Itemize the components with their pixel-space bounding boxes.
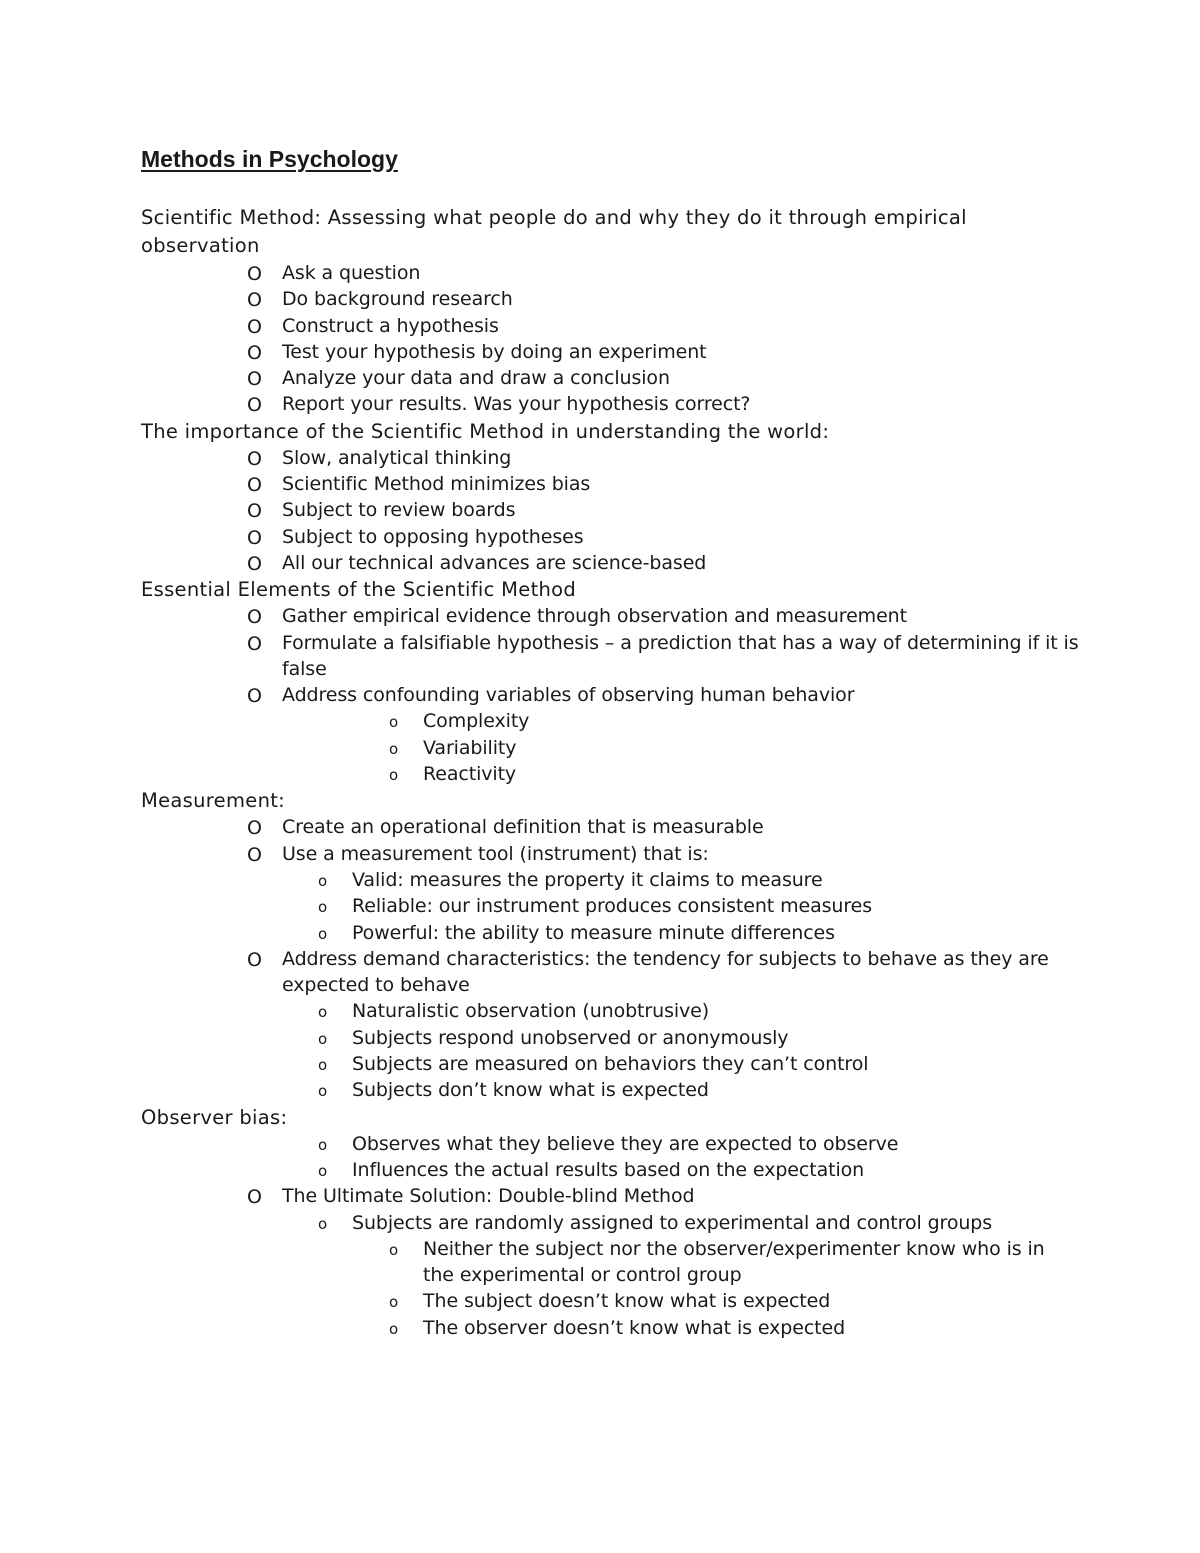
list-item: O Address demand characteristics: the tendency for subjects to behave as they are expected to behave — [247, 947, 1049, 997]
measurement-list-a — [141, 814, 1081, 867]
list-item: O Report your results. Was your hypothesis correct? — [141, 391, 1081, 417]
list-item: o Reactivity — [141, 761, 1081, 787]
list-item: O Scientific Method minimizes bias — [141, 471, 1081, 497]
list-item: o Influences the actual results based on the expectation — [141, 1157, 1081, 1183]
small-bullet-icon: o — [318, 1003, 328, 1022]
list-item: O Slow, analytical thinking — [141, 445, 1081, 471]
small-bullet-icon: o — [318, 1161, 328, 1180]
solution-list — [141, 1183, 1081, 1209]
list-item: o The subject doesn’t know what is expected — [141, 1288, 1081, 1314]
circle-bullet-icon: O — [247, 1186, 262, 1209]
list-item: O Address confounding variables of observing human behavior — [141, 682, 1081, 708]
circle-bullet-icon: O — [247, 552, 262, 575]
circle-bullet-icon: O — [247, 341, 262, 364]
list-item: o Neither the subject nor the observer/experimenter know who is in the experimental or control group — [389, 1237, 1045, 1287]
list-item: o Observes what they believe they are expected to observe — [141, 1131, 1081, 1157]
list-item: O Gather empirical evidence through observation and measurement — [141, 603, 1081, 629]
circle-bullet-icon: O — [247, 289, 262, 312]
list-item: o Powerful: the ability to measure minute differences — [141, 920, 1081, 946]
document-page — [141, 142, 1081, 1341]
tool-properties-list — [141, 867, 1081, 946]
circle-bullet-icon: O — [247, 526, 262, 549]
small-bullet-icon: o — [389, 766, 399, 785]
small-bullet-icon: o — [318, 1135, 328, 1154]
list-item: o Valid: measures the property it claims to measure — [141, 867, 1081, 893]
list-item: O Analyze your data and draw a conclusion — [141, 365, 1081, 391]
importance-list — [141, 445, 1081, 576]
small-bullet-icon: o — [318, 871, 328, 890]
list-item: O The Ultimate Solution: Double-blind Method — [141, 1183, 1081, 1209]
measurement-heading: Measurement: — [141, 789, 286, 813]
small-bullet-icon: o — [389, 713, 399, 732]
circle-bullet-icon: O — [247, 474, 262, 497]
circle-bullet-icon: O — [247, 368, 262, 391]
small-bullet-icon: o — [389, 1240, 399, 1259]
circle-bullet-icon: O — [247, 948, 262, 971]
small-bullet-icon: o — [318, 1056, 328, 1075]
list-item: O Subject to opposing hypotheses — [141, 524, 1081, 550]
circle-bullet-icon: O — [247, 315, 262, 338]
list-item: o Subjects are randomly assigned to experimental and control groups — [141, 1210, 1081, 1236]
solution-details-list — [141, 1236, 1081, 1341]
small-bullet-icon: o — [389, 739, 399, 758]
small-bullet-icon: o — [318, 1082, 328, 1101]
circle-bullet-icon: O — [247, 447, 262, 470]
circle-bullet-icon: O — [247, 263, 262, 285]
list-item: O All our technical advances are science-based — [141, 550, 1081, 576]
list-item: O Ask a question — [141, 260, 1081, 286]
intro-paragraph: Scientific Method: Assessing what people do and why they do it through empirical observation — [141, 206, 967, 257]
list-item: O Create an operational definition that is measurable — [141, 814, 1081, 840]
list-item: o Subjects respond unobserved or anonymously — [141, 1025, 1081, 1051]
circle-bullet-icon: O — [247, 500, 262, 523]
observer-bias-list — [141, 1131, 1081, 1184]
essential-list — [141, 603, 1081, 708]
list-item: O Do background research — [141, 286, 1081, 312]
circle-bullet-icon: O — [247, 843, 262, 866]
circle-bullet-icon: O — [247, 685, 262, 708]
small-bullet-icon: o — [318, 1029, 328, 1048]
list-item: O Formulate a falsifiable hypothesis – a prediction that has a way of determining if it is false — [247, 631, 1079, 680]
circle-bullet-icon: O — [247, 606, 262, 629]
importance-heading: The importance of the Scientific Method in understanding the world: — [141, 419, 830, 443]
circle-bullet-icon: O — [247, 632, 262, 655]
list-item: o Variability — [141, 735, 1081, 761]
small-bullet-icon: o — [318, 924, 328, 943]
confounds-list — [141, 708, 1081, 787]
solution-sub-list — [141, 1210, 1081, 1236]
list-item: O Test your hypothesis by doing an experiment — [141, 339, 1081, 365]
list-item: o Subjects are measured on behaviors they can’t control — [141, 1051, 1081, 1077]
observer-bias-heading: Observer bias: — [141, 1105, 288, 1129]
essential-heading: Essential Elements of the Scientific Method — [141, 578, 577, 602]
list-item: O Construct a hypothesis — [141, 313, 1081, 339]
list-item: O Subject to review boards — [141, 497, 1081, 523]
small-bullet-icon: o — [389, 1293, 399, 1312]
list-item: o The observer doesn’t know what is expected — [141, 1315, 1081, 1341]
circle-bullet-icon: O — [247, 394, 262, 417]
page-title: Methods in Psychology — [141, 146, 398, 172]
steps-list — [141, 260, 1081, 418]
small-bullet-icon: o — [389, 1319, 399, 1338]
list-item: o Reliable: our instrument produces consistent measures — [141, 893, 1081, 919]
small-bullet-icon: o — [318, 1214, 328, 1233]
small-bullet-icon: o — [318, 898, 328, 917]
list-item: o Complexity — [141, 708, 1081, 734]
list-item: o Subjects don’t know what is expected — [141, 1077, 1081, 1103]
list-item: o Naturalistic observation (unobtrusive) — [141, 998, 1081, 1024]
measurement-list-b — [141, 946, 1081, 999]
demand-fixes-list — [141, 998, 1081, 1103]
circle-bullet-icon: O — [247, 817, 262, 840]
list-item: O Use a measurement tool (instrument) that is: — [141, 841, 1081, 867]
